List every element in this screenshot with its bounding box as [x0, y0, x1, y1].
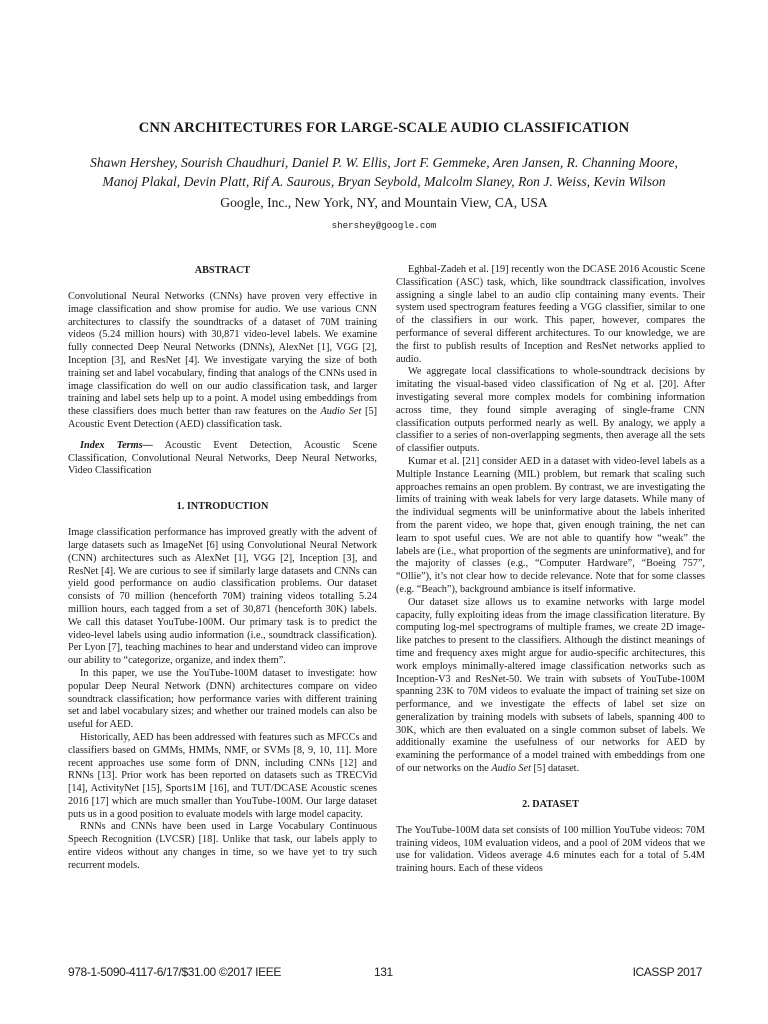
- footer-page-number: 131: [374, 965, 393, 979]
- paragraph-4-text-2: [5] dataset.: [530, 763, 580, 775]
- paragraph-4-text-1: Our dataset size allows us to examine networks with large model capacity, fully exploiting ideas from the image classification literature. By computing log-mel spectrograms of multiple frames, we create 2D image-like patches to present to the classifiers. Although the distinct meanings of time and frequency axes might argue for audio-specific architectures, this work employs minimally-altered image classification networks such as Inception-V3 and ResNet-50. We train with subsets of YouTube-100M spanning 23K to 70M videos to evaluate the impact of training set size on performance, and we investigate the effects of label set size on generalization by training models with subsets of labels, spanning 400 to 30K, which are then evaluated on a single common subset of labels. We additionally examine the usefulness of our networks for AED by examining the performance of a model trained with embeddings from one of our networks on the: [396, 596, 705, 775]
- abstract-heading: ABSTRACT: [194, 265, 251, 276]
- abstract-paragraph: [68, 291, 377, 432]
- paper-title: CNN ARCHITECTURES FOR LARGE-SCALE AUDIO CLASSIFICATION: [138, 120, 630, 136]
- contact-email: shershey@google.com: [331, 220, 437, 231]
- footer-isbn: 978-1-5090-4117-6/17/$31.00 ©2017 IEEE: [68, 965, 281, 979]
- intro-paragraph-1: Image classification performance has improved greatly with the advent of large datasets such as ImageNet [6] using Convolutional Neural Network (CNN) architectures such as AlexNet [1], VGG [2], Inception [3], and ResNet [4]. We are curious to see if similarly large datasets and CNNs can yield good performance on audio classification problems. Our dataset consists of 70 million (henceforth 70M) training videos totalling 5.24 million hours, each tagged from a set of 30,871 (henceforth 30K) labels. We call this dataset YouTube-100M. Our primary task is to predict the video-level labels using audio information (i.e., soundtrack classification). Per Lyon [7], teaching machines to hear and understand video can improve our ability to “categorize, organize, and index them”.: [68, 527, 377, 667]
- abstract-dataset-name: Audio Set: [320, 406, 362, 418]
- right-column: [396, 264, 705, 876]
- paragraph-4-dataset-name: Audio Set: [491, 763, 531, 775]
- related-work-paragraph-4: [396, 597, 705, 776]
- intro-paragraph-4: RNNs and CNNs have been used in Large Vocabulary Continuous Speech Recognition (LVCSR) [18]. Unlike that task, our labels apply to entire videos without any changes in time, so we have yet to try such recurrent models.: [68, 821, 377, 871]
- index-terms-label: Index Terms—: [80, 439, 153, 451]
- related-work-paragraph-3: Kumar et al. [21] consider AED in a dataset with video-level labels as a Multiple Instance Learning (MIL) problem, but remark that scaling such approaches remains an open problem. By contrast, we are investigating the limits of training with weak labels for very large datasets. While many of the individual segments will be uninformative about the labels inherited from the parent video, we hope that, given enough training, the net can learn to spot useful cues. We are not able to quantify how “weak” the labels are (i.e., what proportion of the segments are uninformative), and for the majority of classes (e.g., “Computer Hardware”, “Boeing 757”, “Ollie”), it’s not clear how to decide relevance. Note that for some classes (e.g. “Beach”), background ambiance is itself informative.: [396, 455, 705, 595]
- abstract-text-2: [5] Acoustic Event Detection (AED) classification task.: [68, 406, 377, 430]
- author-list: [40, 153, 728, 191]
- authors-line-2: Manoj Plakal, Devin Platt, Rif A. Saurous, Bryan Seybold, Malcolm Slaney, Ron J. Weiss, Kevin Wilson: [102, 174, 666, 189]
- introduction-heading: 1. INTRODUCTION: [176, 501, 269, 513]
- index-terms: [68, 440, 377, 478]
- dataset-heading: 2. DATASET: [522, 798, 579, 810]
- authors-line-1: Shawn Hershey, Sourish Chaudhuri, Daniel P. W. Ellis, Jort F. Gemmeke, Aren Jansen, R. Channing Moore,: [90, 155, 678, 170]
- footer-conference: ICASSP 2017: [632, 965, 702, 979]
- related-work-paragraph-2: We aggregate local classifications to whole-soundtrack decisions by imitating the visual-based video classification of Ng et al. [20]. After investigating several more complex models for combining information across time, they found simple averaging of single-frame CNN classification outputs performed nearly as well. By analogy, we apply a classifier to a series of non-overlapping segments, then average all the sets of classifier outputs.: [396, 366, 705, 455]
- intro-paragraph-2: In this paper, we use the YouTube-100M dataset to investigate: how popular Deep Neural Network (DNN) architectures compare on video soundtrack classification; how performance varies with different training set and label vocabulary sizes; and whether our trained models can also be useful for AED.: [68, 667, 377, 731]
- affiliation: Google, Inc., New York, NY, and Mountain View, CA, USA: [220, 195, 548, 210]
- abstract-text-1: Convolutional Neural Networks (CNNs) have proven very effective in image classification and show promise for audio. We use various CNN architectures to classify the soundtracks of a dataset of 70M training videos (5.24 million hours) with 30,871 video-level labels. We examine fully connected Deep Neural Networks (DNNs), AlexNet [1], VGG [2], Inception [3], and ResNet [4]. We investigate varying the size of both training set and label vocabulary, finding that analogs of the CNNs used in image classification do well on our audio classification task, and larger training and label sets help up to a point. A model using embeddings from these classifiers does much better than raw features on the: [68, 291, 377, 418]
- dataset-paragraph-1: The YouTube-100M data set consists of 100 million YouTube videos: 70M training videos, 10M evaluation videos, and a pool of 20M videos that we use for validation. Videos average 4.6 minutes each for a total of 5.4M training hours. Each of these videos: [396, 824, 705, 875]
- related-work-paragraph-1: Eghbal-Zadeh et al. [19] recently won the DCASE 2016 Acoustic Scene Classification (ASC) task, which, like soundtrack classification, involves assigning a single label to an audio clip containing many events. Their system used spectrogram features feeding a VGG classifier, similar to one of the classifiers in our work. This paper, however, compares the performance of several different architectures. To our knowledge, we are the first to publish results of Inception and ResNet networks applied to audio.: [396, 264, 705, 365]
- left-column: [68, 264, 377, 873]
- intro-paragraph-3: Historically, AED has been addressed with features such as MFCCs and classifiers based on GMMs, HMMs, NMF, or SVMs [8, 9, 10, 11]. More recent approaches use some form of DNN, including CNNs [12] and RNNs [13]. Prior work has been reported on datasets such as TRECVid [14], ActivityNet [15], Sports1M [16], and TUT/DCASE Acoustic scenes 2016 [17] which are much smaller than YouTube-100M. Our large dataset puts us in a good position to evaluate models with large model capacity.: [68, 731, 377, 820]
- index-terms-text: Acoustic Event Detection, Acoustic Scene Classification, Convolutional Neural Networks, Deep Neural Networks, Video Classification: [68, 439, 378, 477]
